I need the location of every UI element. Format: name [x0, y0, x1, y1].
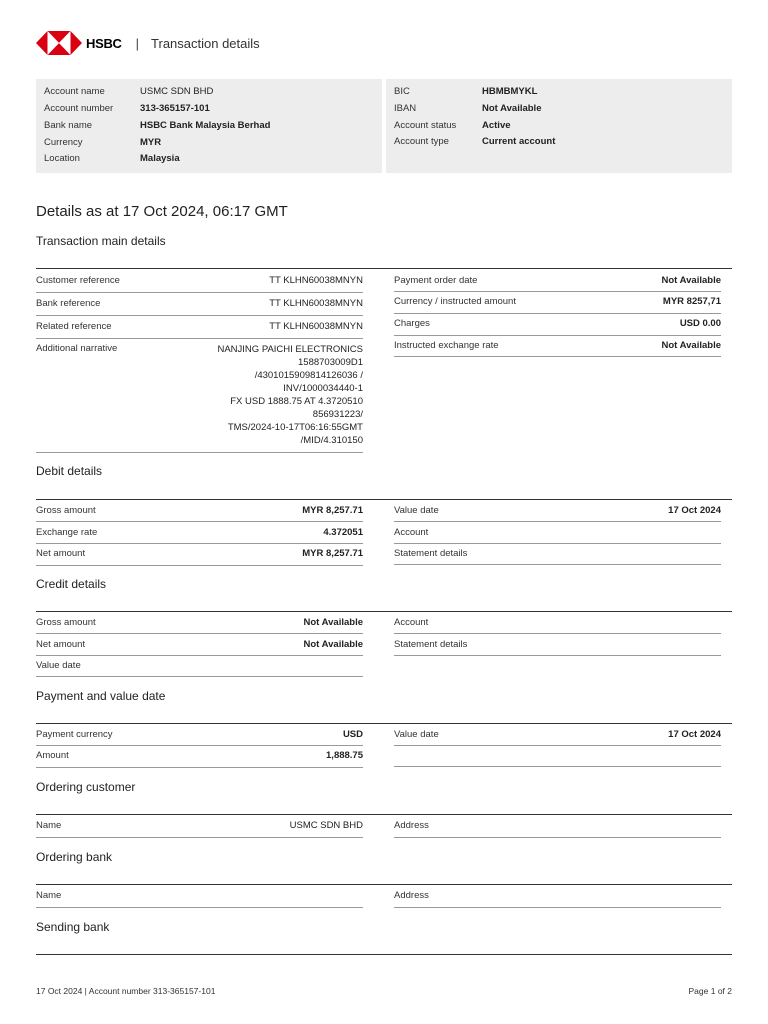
details-as-at-heading: Details as at 17 Oct 2024, 06:17 GMT: [36, 203, 288, 220]
bank-name-value: HSBC Bank Malaysia Berhad: [140, 120, 271, 131]
ordering-bank-name-row: [36, 886, 363, 908]
ordering-customer-name-row: [36, 816, 363, 838]
main-details-title: Transaction main details: [36, 234, 166, 248]
hexagon-logo-icon: [36, 31, 82, 55]
payment-value-date-label: Value date: [394, 729, 439, 740]
payment-order-date-row: [394, 270, 721, 292]
payment-currency-row: [36, 725, 363, 746]
narrative-line: /430101590981412603​6 /: [254, 370, 363, 381]
payment-order-date-label: Payment order date: [394, 275, 478, 286]
page-number: Page 1 of 2: [688, 986, 732, 996]
customer-reference-row: [36, 270, 363, 293]
credit-details-left: [36, 613, 363, 677]
section-divider: [36, 954, 732, 955]
debit-value-date-value: 17 Oct 2024: [668, 505, 721, 516]
bic-value: HBMBMYKL: [482, 86, 538, 97]
exchange-rate-label: Exchange rate: [36, 527, 98, 538]
payment-right: [394, 725, 721, 767]
payment-currency-label: Payment currency: [36, 729, 113, 740]
header-separator: |: [135, 35, 140, 51]
debit-net-amount-value: MYR 8,257.71: [302, 548, 363, 559]
related-reference-label: Related reference: [36, 321, 112, 332]
credit-statement-details-row: [394, 634, 721, 656]
credit-value-date-label: Value date: [36, 660, 81, 671]
charges-row: [394, 314, 721, 336]
amount-label: Amount: [36, 750, 69, 761]
credit-statement-details-label: Statement details: [394, 639, 468, 650]
ordering-bank-name-label: Name: [36, 890, 62, 901]
currency-label: Currency: [44, 137, 83, 148]
debit-gross-amount-row: [36, 501, 363, 522]
account-name-label: Account name: [44, 86, 105, 97]
section-divider: [36, 499, 732, 500]
payment-value-date-row: [394, 725, 721, 746]
iban-label: IBAN: [394, 103, 417, 114]
additional-narrative-value: [217, 343, 363, 447]
location-value: Malaysia: [140, 153, 180, 164]
narrative-line: NANJING PAICHI ELECTRONICS: [217, 344, 363, 355]
brand-name: HSBC: [86, 35, 122, 51]
page-title: Transaction details: [151, 35, 260, 51]
ordering-bank-address-row: [394, 886, 721, 908]
bic-label: BIC: [394, 86, 410, 97]
additional-narrative-label: Additional narrative: [36, 343, 118, 354]
credit-details-title: Credit details: [36, 577, 107, 591]
instructed-amount-row: [394, 292, 721, 314]
narrative-line: FX USD 1888.75 AT 4.3720510: [230, 396, 363, 407]
hsbc-logo: [36, 31, 122, 55]
debit-account-row: [394, 522, 721, 544]
ordering-bank-right: [394, 886, 721, 908]
payment-value-date-value: 17 Oct 2024: [668, 729, 721, 740]
currency-value: MYR: [140, 137, 162, 148]
ordering-bank-title: Ordering bank: [36, 850, 113, 864]
payment-order-date-value: Not Available: [661, 275, 721, 286]
section-divider: [36, 611, 732, 612]
debit-details-left: [36, 501, 363, 566]
credit-net-amount-row: [36, 634, 363, 656]
main-details-left: [36, 270, 363, 453]
instructed-amount-value: MYR 8257,71: [662, 296, 721, 307]
debit-details-right: [394, 501, 721, 565]
account-number-value: 313-365157-101: [140, 103, 210, 114]
page-header: [36, 30, 260, 56]
debit-statement-details-row: [394, 544, 721, 565]
credit-account-row: [394, 613, 721, 634]
account-status-value: Active: [482, 120, 511, 131]
bank-reference-row: [36, 293, 363, 316]
debit-net-amount-label: Net amount: [36, 548, 86, 559]
ordering-bank-address-label: Address: [394, 890, 429, 901]
account-number-label: Account number: [44, 103, 114, 114]
ordering-bank-left: [36, 886, 363, 908]
section-divider: [36, 268, 732, 269]
account-status-label: Account status: [394, 120, 457, 131]
location-label: Location: [44, 153, 80, 164]
credit-account-label: Account: [394, 617, 429, 628]
debit-statement-details-label: Statement details: [394, 548, 468, 559]
debit-details-title: Debit details: [36, 464, 103, 478]
account-info-left: [36, 79, 382, 173]
ordering-customer-address-label: Address: [394, 820, 429, 831]
ordering-customer-right: [394, 816, 721, 838]
exchange-rate-row: [36, 522, 363, 544]
bank-reference-label: Bank reference: [36, 298, 101, 309]
account-info-right: [386, 79, 732, 173]
instructed-exchange-rate-label: Instructed exchange rate: [394, 340, 499, 351]
bank-reference-value: TT KLHN60038MNYN: [269, 298, 363, 309]
account-name-value: USMC SDN BHD: [140, 86, 214, 97]
credit-gross-amount-row: [36, 613, 363, 634]
narrative-line: 1588703009D1: [298, 357, 363, 368]
exchange-rate-value: 4.372051: [323, 527, 363, 538]
amount-value: 1,888.75: [326, 750, 363, 761]
ordering-customer-address-row: [394, 816, 721, 838]
credit-net-amount-value: Not Available: [303, 639, 363, 650]
narrative-line: TMS/2024-10-17T06:16:55GMT: [227, 422, 363, 433]
debit-value-date-label: Value date: [394, 505, 439, 516]
payment-value-date-title: Payment and value date: [36, 689, 166, 703]
instructed-exchange-rate-value: Not Available: [661, 340, 721, 351]
ordering-customer-title: Ordering customer: [36, 780, 136, 794]
debit-gross-amount-label: Gross amount: [36, 505, 96, 516]
ordering-customer-left: [36, 816, 363, 838]
amount-row: [36, 746, 363, 768]
account-type-label: Account type: [394, 136, 449, 147]
payment-left: [36, 725, 363, 768]
footer-account-info: 17 Oct 2024 | Account number 313-365157-101: [36, 986, 216, 996]
sending-bank-title: Sending bank: [36, 920, 110, 934]
main-details-right: [394, 270, 721, 357]
narrative-line: /MID/4.310150: [300, 435, 363, 446]
narrative-line: INV/1000034440-1: [283, 383, 363, 394]
instructed-exchange-rate-row: [394, 336, 721, 357]
payment-currency-value: USD: [342, 729, 363, 740]
credit-gross-amount-value: Not Available: [303, 617, 363, 628]
credit-gross-amount-label: Gross amount: [36, 617, 96, 628]
additional-narrative-row: [36, 339, 363, 453]
credit-details-right: [394, 613, 721, 656]
related-reference-row: [36, 316, 363, 339]
credit-net-amount-label: Net amount: [36, 639, 86, 650]
related-reference-value: TT KLHN60038MNYN: [269, 321, 363, 332]
customer-reference-value: TT KLHN60038MNYN: [269, 275, 363, 286]
charges-label: Charges: [394, 318, 430, 329]
debit-net-amount-row: [36, 544, 363, 566]
instructed-amount-label: Currency / instructed amount: [394, 296, 516, 307]
section-divider: [36, 814, 732, 815]
narrative-line: 856931223/: [312, 409, 363, 420]
customer-reference-label: Customer reference: [36, 275, 120, 286]
credit-value-date-row: [36, 656, 363, 677]
debit-gross-amount-value: MYR 8,257.71: [302, 505, 363, 516]
debit-value-date-row: [394, 501, 721, 522]
ordering-customer-name-value: USMC SDN BHD: [289, 820, 363, 831]
bank-name-label: Bank name: [44, 120, 93, 131]
section-divider: [36, 884, 732, 885]
ordering-customer-name-label: Name: [36, 820, 62, 831]
iban-value: Not Available: [482, 103, 542, 114]
debit-account-label: Account: [394, 527, 429, 538]
payment-empty-row: [394, 746, 721, 767]
account-type-value: Current account: [482, 136, 556, 147]
charges-value: USD 0.00: [679, 318, 721, 329]
section-divider: [36, 723, 732, 724]
